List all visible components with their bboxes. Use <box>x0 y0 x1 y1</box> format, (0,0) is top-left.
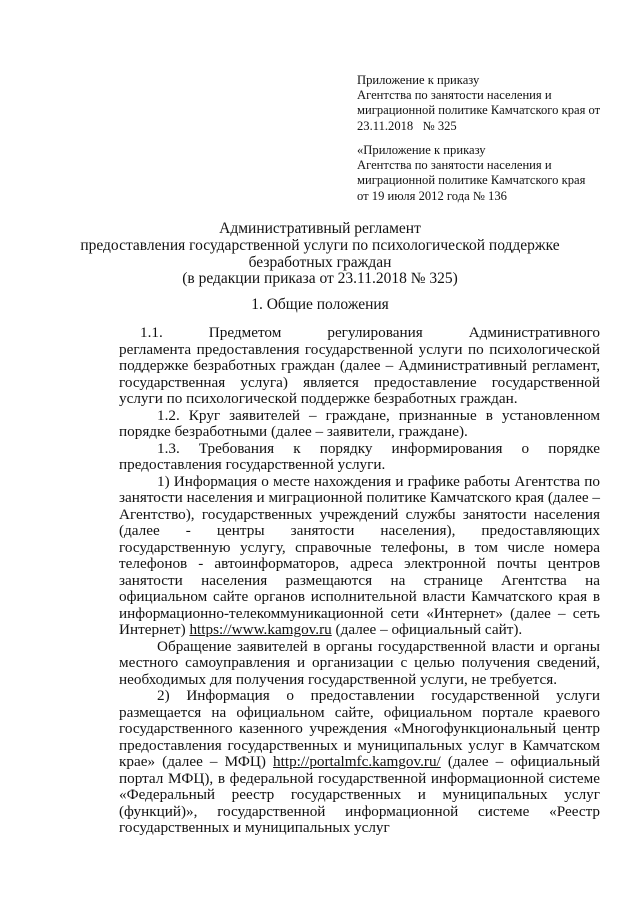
title-line: Административный регламент <box>219 220 421 237</box>
title-line: безработных граждан <box>248 253 392 271</box>
paragraph-1-2: 1.2. Круг заявителей – граждане, признанные в установленном порядке безработными (далее – заявители, граждане). <box>119 406 600 440</box>
annex-current-line: Приложение к приказу <box>357 73 480 87</box>
annex-original-line: Агентства по занятости населения и <box>357 158 552 173</box>
paragraph-item-2-text: 2) Информация о предоставлении государственной услуги размещается на официальном сайте, официальном портале краевого государственного казенного учреждения «Многофункциональный центр предоставления государственных и муниципальных услуг в Камчатском крае» (далее – МФЦ) <box>119 687 600 770</box>
mfc-portal-link[interactable]: http://portalmfc.kamgov.ru/ <box>273 753 441 770</box>
title-line: (в редакции приказа от 23.11.2018 № 325) <box>182 270 458 288</box>
annex-current-line: миграционной политике Камчатского края от <box>357 103 601 118</box>
annex-original-block <box>357 143 609 204</box>
paragraph-item-1-tail: (далее – официальный сайт). <box>331 621 523 638</box>
section-body <box>119 324 619 837</box>
paragraph-1-1: 1.1. Предметом регулирования Административного регламента предоставления государственной услуги по психологической поддержке безработных граждан (далее – Административный регламент, государственная услуга) является предоставление государственной услуги по психологической поддержке безработных граждан. <box>119 324 619 407</box>
annex-original-line: от 19 июля 2012 года № 136 <box>357 188 507 203</box>
section-heading: 1. Общие положения <box>251 296 389 313</box>
paragraph-item-1 <box>119 474 600 639</box>
annex-current-line: Агентства по занятости населения и <box>357 88 552 103</box>
paragraph-item-2-tail: (далее – официальный портал МФЦ), в федеральной государственной информационной системе «Федеральный реестр государственных и муниципальных услуг (функций)», государственной информационной системе «Реестр государственных и муниципальных услуг <box>119 753 600 836</box>
paragraph-appeal: Обращение заявителей в органы государственной власти и органы местного самоуправления и организации с целью получения сведений, необходимых для получения государственной услуги, не требуется. <box>119 637 600 688</box>
annex-current-block <box>357 73 609 134</box>
annex-original-line: «Приложение к приказу <box>357 143 486 157</box>
annex-current-line: 23.11.2018 № 325 <box>357 118 457 133</box>
paragraph-item-2 <box>119 688 600 837</box>
annex-original-line: миграционной политике Камчатского края <box>357 173 586 188</box>
document-title <box>80 221 560 288</box>
official-site-link[interactable]: https://www.kamgov.ru <box>189 621 332 638</box>
paragraph-1-3: 1.3. Требования к порядку информирования о порядке предоставления государственной услуги. <box>119 439 600 473</box>
title-line: предоставления государственной услуги по психологической поддержке <box>80 236 560 254</box>
paragraph-item-1-text: 1) Информация о месте нахождения и графике работы Агентства по занятости населения и миграционной политике Камчатского края (далее – Агентство), государственных учреждений службы занятости населения (далее - центры занятости населения), предоставляющих государственную услугу, справочные телефоны, в том числе номера телефонов - автоинформаторов, адреса электронной почты центров занятости населения размещаются на странице Агентства на официальном сайте органов исполнительной власти Камчатского края в информационно-телекоммуникационной сети «Интернет» (далее – сеть Интернет) <box>119 472 600 638</box>
